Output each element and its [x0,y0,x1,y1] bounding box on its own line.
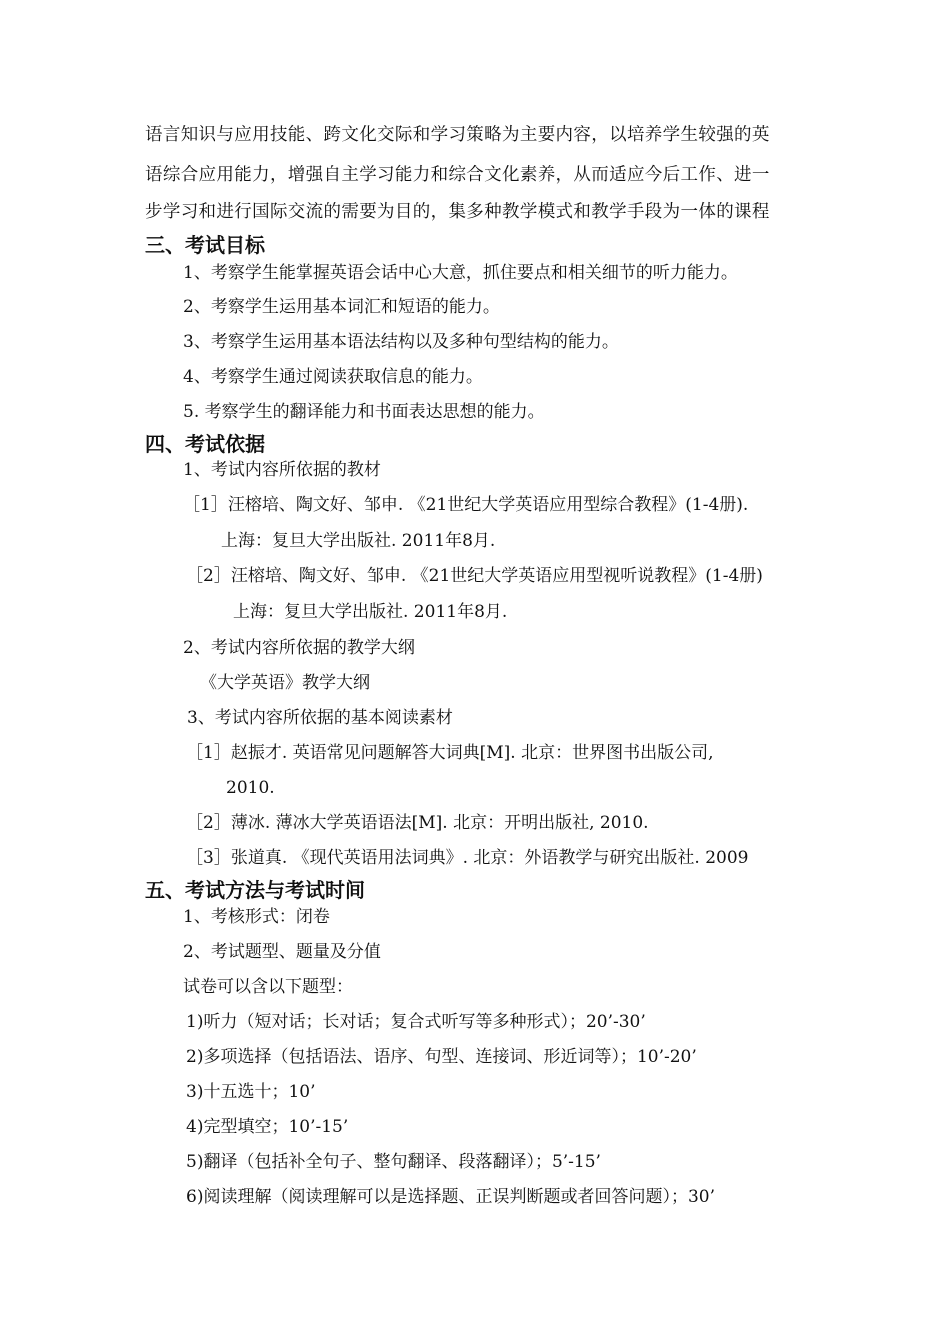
question-type-item: 4)完型填空；10’-15’ [186,1117,349,1137]
goal-item: 4、考察学生通过阅读获取信息的能力。 [183,367,483,387]
goal-item: 1、考察学生能掌握英语会话中心大意，抓住要点和相关细节的听力能力。 [183,263,738,283]
basis-line: 1、考试内容所依据的教材 [183,460,381,480]
section-heading-exam-goals: 三、考试目标 [145,233,265,257]
basis-line: 3、考试内容所依据的基本阅读素材 [187,708,453,728]
question-type-item: 3)十五选十；10’ [186,1082,316,1102]
intro-line-3: 步学习和进行国际交流的需要为目的，集多种教学模式和教学手段为一体的课程 [145,202,770,222]
method-line: 试卷可以含以下题型： [183,977,353,997]
question-type-item: 6)阅读理解（阅读理解可以是选择题、正误判断题或者回答问题）；30’ [186,1187,715,1207]
section-heading-exam-basis: 四、考试依据 [145,432,265,456]
reference-entry-continuation: 上海：复旦大学出版社. 2011年8月. [221,531,496,551]
reference-entry: ［1］赵振才. 英语常见问题解答大词典[M]. 北京：世界图书出版公司, [186,743,714,763]
basis-line: 2、考试内容所依据的教学大纲 [183,638,415,658]
method-line: 2、考试题型、题量及分值 [183,942,381,962]
reference-entry: ［2］汪榕培、陶文好、邹申. 《21世纪大学英语应用型视听说教程》(1-4册) [186,566,763,586]
basis-line: 《大学英语》教学大纲 [200,673,370,693]
reference-entry-continuation: 上海：复旦大学出版社. 2011年8月. [233,602,508,622]
question-type-item: 1)听力（短对话；长对话；复合式听写等多种形式）；20’-30’ [186,1012,646,1032]
reference-entry: ［1］汪榕培、陶文好、邹申. 《21世纪大学英语应用型综合教程》(1-4册). [183,495,749,515]
reference-entry-continuation: 2010. [226,778,275,798]
intro-line-1: 语言知识与应用技能、跨文化交际和学习策略为主要内容，以培养学生较强的英 [145,125,770,145]
section-heading-exam-method: 五、考试方法与考试时间 [145,878,365,902]
goal-item: 3、考察学生运用基本语法结构以及多种句型结构的能力。 [183,332,619,352]
method-line: 1、考核形式：闭卷 [183,907,330,927]
intro-line-2: 语综合应用能力，增强自主学习能力和综合文化素养，从而适应今后工作、进一 [145,165,770,185]
question-type-item: 2)多项选择（包括语法、语序、句型、连接词、形近词等）；10’-20’ [186,1047,697,1067]
goal-item: 2、考察学生运用基本词汇和短语的能力。 [183,297,500,317]
question-type-item: 5)翻译（包括补全句子、整句翻译、段落翻译）；5’-15’ [186,1152,601,1172]
goal-item: 5. 考察学生的翻译能力和书面表达思想的能力。 [183,402,545,422]
reference-entry: ［2］薄冰. 薄冰大学英语语法[M]. 北京：开明出版社, 2010. [186,813,649,833]
reference-entry: ［3］张道真. 《现代英语用法词典》. 北京：外语教学与研究出版社. 2009 [186,848,749,868]
